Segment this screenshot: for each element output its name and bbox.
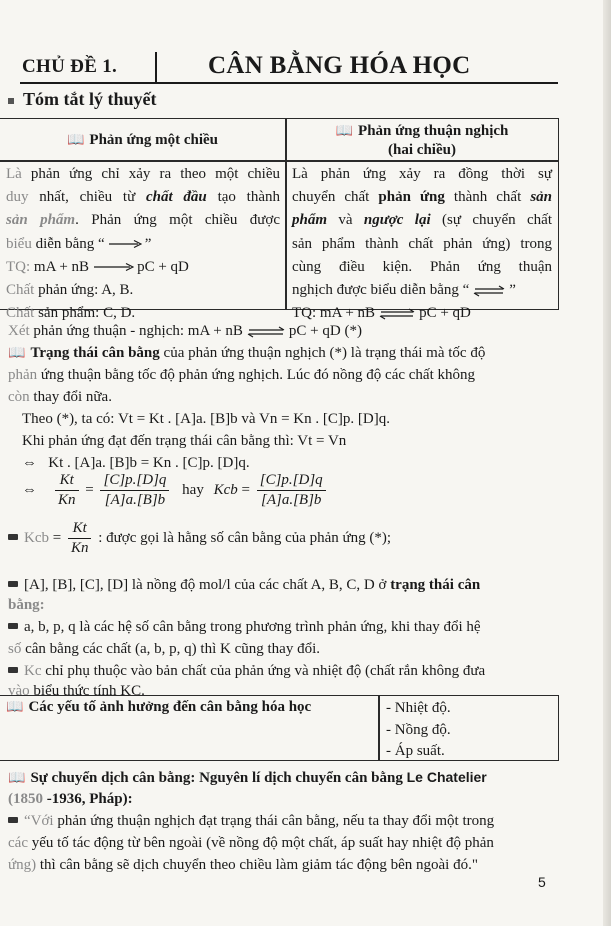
implies-icon: ⇔ [22, 455, 49, 471]
book-icon: 📖 [8, 346, 26, 361]
reversible-arrow-icon [472, 285, 506, 297]
section-heading: Tóm tắt lý thuyết [8, 89, 157, 110]
shift-heading: 📖 Sự chuyển dịch cân bằng: Nguyên lí dịch chuyển cân bằng Le Chatelier [8, 766, 487, 790]
chapter-title: CÂN BẰNG HÓA HỌC [208, 52, 471, 79]
pointer-bullet-icon [8, 667, 18, 673]
equality-line: ⇔ Kt . [A]a. [B]b = Kn . [C]p. [D]q. [22, 455, 250, 471]
rate-equations: Theo (*), ta có: Vt = Kt . [A]a. [B]b và Vn = Kn . [C]p. [D]q. [22, 411, 390, 427]
equilibrium-constant-formula: ⇔ $\frac{Kt}{Kn}$ = $\frac{[C]p.[D]q}{[A]a.[B]b}$ hay Kcb = $\frac{[C]p.[D]q}{[A]a.[B]b}$ [22, 470, 329, 510]
book-icon: 📖 [8, 771, 26, 786]
book-icon: 📖 [6, 700, 24, 715]
reversible-arrow-icon [246, 326, 286, 338]
table-header-reversible: 📖 Phản ứng thuận nghịch (hai chiều) [335, 123, 509, 158]
one-way-arrow-icon [108, 239, 142, 249]
equilibrium-definition: 📖 Trạng thái cân bằng của phản ứng thuận nghịch (*) là trạng thái mà tốc độ [8, 342, 485, 365]
page-number: 5 [538, 874, 546, 890]
kcb-definition: Kcb = $\frac{Kt}{Kn}$ : được gọi là hằng số cân bằng của phản ứng (*); [8, 518, 391, 558]
chapter-header [22, 50, 558, 82]
equilibrium-condition: Khi phản ứng đạt đến trạng thái cân bằng thì: Vt = Vn [22, 433, 347, 449]
factor-item: - Nồng độ. [386, 721, 451, 738]
book-icon: 📖 [335, 124, 354, 139]
page-edge [603, 0, 611, 926]
book-icon: 📖 [66, 133, 85, 148]
implies-icon: ⇔ [22, 482, 49, 498]
header-rule [20, 82, 558, 84]
square-bullet-icon [8, 98, 14, 104]
factors-list [386, 698, 451, 763]
table-header-one-way: 📖 Phản ứng một chiều [66, 132, 219, 148]
one-way-arrow-icon [92, 262, 134, 272]
header-divider [155, 52, 157, 82]
pointer-bullet-icon [8, 581, 18, 587]
factors-table [0, 695, 559, 761]
kc-dependence-note: Kc chỉ phụ thuộc vào bản chất của phản ứng và nhiệt độ (chất rắn không đưa [8, 660, 485, 682]
reversible-description: Là phản ứng xảy ra đồng thời sự chuyển chất phản ứng thành chất sản phẩm và ngược lại (sự chuyển chất sản phẩm thành chất phản ứng) trong cùng điều kiện. Phản ứng thuận nghịch được biểu diễn bằng “ ” TQ: mA + nB pC + qD [292, 166, 552, 322]
factors-title: 📖 Các yếu tố ảnh hưởng đến cân bằng hóa học [6, 699, 312, 715]
reaction-line: Xét phản ứng thuận - nghịch: mA + nB pC + qD (*) [8, 323, 362, 339]
one-way-description: Là phản ứng chỉ xảy ra theo một chiều duy nhất, chiều từ chất đầu tạo thành sản phẩm. Phản ứng một chiều được biểu diễn bằng “ ” TQ: mA + nB pC + qD Chất phản ứng: A, B. Chất sản phẩm: C, D. [6, 166, 280, 322]
chapter-number: CHỦ ĐỀ 1. [22, 56, 118, 77]
textbook-page: CHỦ ĐỀ 1. CÂN BẰNG HÓA HỌC Tóm tắt lý thuyết 📖 Phản ứng một chiều 📖 Phản ứng thuận nghịch (hai chiều) Là phản ứng chỉ xảy ra theo một chiều duy nhất, chiều từ chất đầu tạo thành sản phẩm. Phản ứng một chiều được biểu diễn bằng “ ” TQ: mA + nB pC + qD Chất phản ứng: A, B. Chất sản phẩm: C, D. Là phản ứng xảy ra đồng thời sự chuyển chất phản ứng thành chất sản phẩm và ngược lại (sự chuyển chất sản phẩm thành chất phản ứng) trong cùng điều kiện. Phản ứng thuận nghịch được biểu diễn bằng “ ” TQ: mA + nB pC + qD Xét phản ứng thuận - nghịch: mA + nB pC + qD (*) 📖 Trạng thái cân bằng của phản ứng thuận nghịch (*) là trạng thái mà tốc độ phản ứng thuận bằng tốc độ phản ứng nghịch. Lúc đó nồng độ các chất không còn thay đổi nữa. Theo (*), ta có: Vt = Kt . [A]a. [B]b và Vn = Kn . [C]p. [D]q. Khi phản ứng đạt đến trạng thái cân bằng thì: Vt = Vn ⇔ Kt . [A]a. [B]b = Kn . [C]p. [D]q. ⇔ $\frac{Kt}{Kn}$ = $\frac{[C]p.[D]q}{[A]a.[B]b}$ hay Kcb = $\frac{[C]p.[D]q}{[A]a.[B]b}$ Kcb = $\frac{Kt}{Kn}$ : được gọi là hằng số cân bằng của phản ứng (*); [A], [B], [C], [D] là nồng độ mol/l của các chất A, B, C, D ở trạng thái cân bằng: a, b, p, q là các hệ số cân bằng trong phương trình phản ứng, khi thay đổi hệ số cân bằng các chất (a, b, p, q) thì K cũng thay đổi. Kc chỉ phụ thuộc vào bản chất của phản ứng và nhiệt độ (chất rắn không đưa vào biểu thức tính KC. 📖 Các yếu tố ảnh hưởng đến cân bằng hóa học - Nhiệt độ. - Nồng độ. - Áp suất. 📖 Sự chuyển dịch cân bằng: Nguyên lí dịch chuyển cân bằng Le Chatelier (1850 -1936, Pháp): “Với phản ứng thuận nghịch đạt trạng thái cân bằng, nếu ta thay đổi một trong các yếu tố tác động từ bên ngoài (về nồng độ một chất, áp suất hay nhiệt độ phản ứng) thì cân bằng sẽ dịch chuyển theo chiều làm giảm tác động bên ngoài đó." 5 [0, 0, 611, 926]
pointer-bullet-icon [8, 817, 18, 823]
pointer-bullet-icon [8, 534, 18, 540]
factor-item: - Nhiệt độ. [386, 700, 451, 716]
concentration-note: [A], [B], [C], [D] là nồng độ mol/l của các chất A, B, C, D ở trạng thái cân [8, 574, 480, 596]
pointer-bullet-icon [8, 623, 18, 629]
coefficient-note: a, b, p, q là các hệ số cân bằng trong phương trình phản ứng, khi thay đổi hệ [8, 616, 481, 638]
comparison-table [0, 118, 559, 322]
reversible-arrow-icon [378, 308, 416, 320]
shift-principle: “Với phản ứng thuận nghịch đạt trạng thái cân bằng, nếu ta thay đổi một trong [8, 810, 494, 832]
factor-item: - Áp suất. [386, 743, 445, 759]
